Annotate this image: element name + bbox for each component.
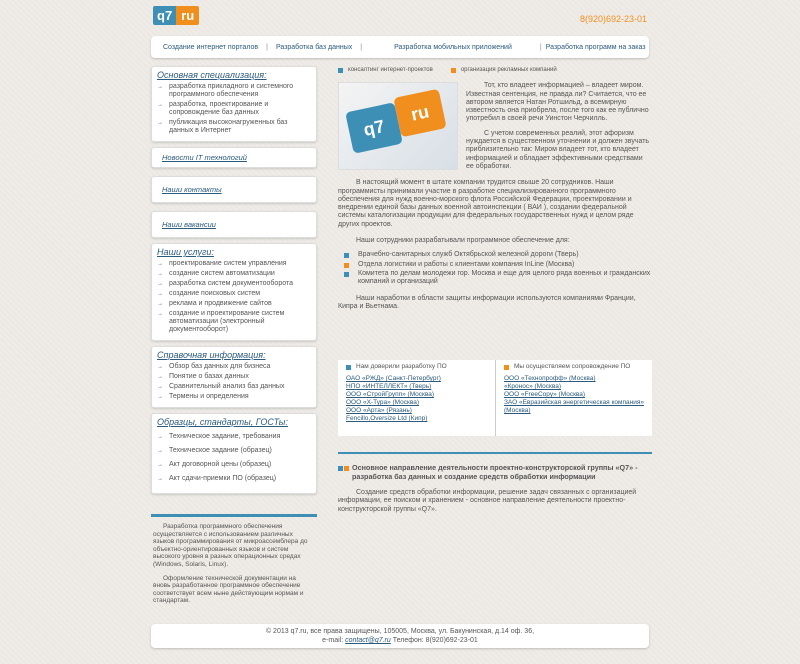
list-item: Отдела логистики и работы с клиентами компания InLine (Москва) <box>338 261 652 269</box>
footer-contacts <box>151 636 649 645</box>
squares-icon <box>338 464 352 481</box>
list-item: → разработка, проектирование и сопровождение баз данных <box>157 101 311 117</box>
vacancies-link[interactable]: Наши вакансии <box>162 220 216 229</box>
list-item[interactable]: → Акт договорной цены (образец) <box>157 461 311 469</box>
vacancies-box <box>151 211 317 238</box>
list-item[interactable]: → Акт сдачи-приемки ПО (образец) <box>157 475 311 483</box>
services-box <box>151 243 317 341</box>
sidebar-description <box>151 514 317 605</box>
list-item: → разработка прикладного и системного программного обеспечения <box>157 83 311 99</box>
list-item[interactable]: → Техническое задание (образец) <box>157 447 311 455</box>
direction-section <box>338 452 652 514</box>
nav-custom-software[interactable]: Разработка программ на заказ <box>545 43 646 51</box>
tag-advertising[interactable] <box>451 66 557 74</box>
client-link[interactable]: ЗАО «Евразийская энергетическая компания» (Москва) <box>504 399 645 414</box>
blue-square-icon <box>346 365 351 370</box>
footer-email-label: e-mail: <box>322 637 344 644</box>
direction-text: Создание средств обработки информации, решение задач связанных с организацией информации, ее поиском и хранением - основное направление деятельности проектно-конструкторской группы «Q7». <box>338 489 637 513</box>
intro-paragraph: Тот, кто владеет информацией – владеет миром. Известная сентенция, не правда ли? Считается, что ее автором является Натан Ротшильд, а всемирную известность она приобрела, после того как ее публично употребил в своей речи Уинстон Черчилль. <box>466 82 649 123</box>
tag-label: консалтинг интернет-проектов <box>348 67 433 73</box>
nav-separator: | <box>266 43 268 51</box>
client-link[interactable]: ОАО «РЖД» (Санкт-Петербург) <box>346 375 441 382</box>
staff-paragraph: В настоящий момент в штате компании трудится свыше 20 сотрудников. Наши программисты принимали участие в разработке специализированного программного обеспечения для нужд военно-морского флота Российской Федерации, проектировании и внедрении единой базы данных военной автоинспекции ( ВАИ ), создании федеральной системы каталогизации продукции для федеральных государственных нужд и целом ряде других проектов. <box>338 179 634 228</box>
list-item[interactable]: → создание поисковых систем <box>157 290 311 298</box>
list-item[interactable]: → Сравнительный анализ баз данных <box>157 383 311 391</box>
client-link[interactable]: ООО «СтройГрупп» (Москва) <box>346 391 435 398</box>
client-link[interactable]: ООО «Арта» (Рязань) <box>346 407 412 414</box>
clients-intro: Наши сотрудники разрабатывали программное обеспечение для: <box>356 237 570 245</box>
list-item[interactable]: → создание и проектирование систем автоматизации (электронный документооборот) <box>157 310 311 334</box>
client-link[interactable]: «Кронос» (Москва) <box>504 383 562 390</box>
orange-square-icon <box>504 365 509 370</box>
sidebar-text-1: Разработка программного обеспечения осуществляется с использованием различных языков программирования от микроассемблера до объектно-ориентированных языков и систем высокого уровня в разных операционных средах (Windows, Solaris, Linux). <box>153 523 308 568</box>
trust-right-title: Мы осуществляем сопровождение ПО <box>514 363 631 370</box>
hero-ru: ru <box>393 89 446 138</box>
aphorism-paragraph: С учетом современных реалий, этот афоризм нуждается в существенном уточнении и должен звучать приблизительно так: Миром владеет тот, кто владеет информацией и обладает эффективными средствами ее обработки. <box>466 129 650 170</box>
direction-heading <box>338 464 652 481</box>
trust-left-title: Нам доверили разработку ПО <box>356 363 447 370</box>
services-title[interactable]: Наши услуги: <box>157 247 214 257</box>
client-link[interactable]: НПО «ИНТЕЛЛЕКТ» (Тверь) <box>346 383 432 390</box>
trust-panel <box>338 360 652 436</box>
sidebar <box>151 66 317 611</box>
footer-address: © 2013 q7.ru, все права защищены, 105005, Москва, ул. Бакунинская, д.14 оф. 36, <box>265 628 535 635</box>
orange-square-icon <box>451 68 456 73</box>
contacts-box <box>151 176 317 203</box>
reference-box <box>151 346 317 408</box>
samples-title[interactable]: Образцы, стандарты, ГОСТы: <box>157 417 288 427</box>
list-item: → публикация высоконагруженных баз данных в Интернет <box>157 119 311 135</box>
nav-separator: | <box>539 43 542 51</box>
nav-databases[interactable]: Разработка баз данных <box>275 43 353 51</box>
site-logo[interactable] <box>153 6 209 25</box>
contacts-link[interactable]: Наши контакты <box>162 185 222 194</box>
nav-separator: | <box>360 43 363 51</box>
hero-q7: q7 <box>345 103 403 154</box>
reference-title[interactable]: Справочная информация: <box>157 350 266 360</box>
list-item[interactable]: → Техническое задание, требования <box>157 433 311 441</box>
logo-q7: q7 <box>153 6 176 25</box>
header-phone: 8(920)692-23-01 <box>580 14 648 24</box>
direction-heading-text: Основное направление деятельности проектно-конструкторской группы «Q7» - разработка баз данных и создание средств обработки информации <box>352 463 638 481</box>
tag-label: организация рекламных компаний <box>460 67 557 73</box>
tag-consulting[interactable] <box>338 66 433 74</box>
list-item[interactable]: → проектирование систем управления <box>157 260 311 268</box>
main-content <box>338 66 652 317</box>
nav-mobile[interactable]: Разработка мобильных приложений <box>394 43 512 51</box>
client-link[interactable]: ООО «Технопрофф» (Москва) <box>504 375 596 382</box>
list-item[interactable]: → разработка систем документооборота <box>157 280 311 288</box>
samples-box <box>151 413 317 494</box>
specialization-box <box>151 66 317 142</box>
trust-right-header <box>504 363 644 371</box>
footer-phone: Телефон: 8(920)692-23-01 <box>392 637 478 644</box>
list-item[interactable]: → Термены и определения <box>157 393 311 401</box>
client-link[interactable]: Fencillo,Oversize Ltd (Кипр) <box>346 415 428 422</box>
list-item[interactable]: → реклама и продвижение сайтов <box>157 300 311 308</box>
blue-square-icon <box>338 68 343 73</box>
client-link[interactable]: ООО «Х-Тура» (Москва) <box>346 399 420 406</box>
trust-left-header <box>346 363 487 371</box>
logo-ru: ru <box>176 6 199 25</box>
top-navigation <box>151 36 649 58</box>
hero-logo-image <box>338 82 458 170</box>
specialization-title[interactable]: Основная специализация: <box>157 70 267 80</box>
closing-paragraph: Наши наработки в области защиты информации используются компаниями Франции, Кипра и Вьетнама. <box>338 294 636 310</box>
list-item[interactable]: → Обзор баз данных для бизнеса <box>157 363 311 371</box>
trust-left-column <box>338 360 495 436</box>
sidebar-text-2: Оформление технической документации на вновь разработанное программное обеспечение соответствует всем ныне действующим нормам и стандартам. <box>153 574 304 605</box>
footer-email-link[interactable]: contact@q7.ru <box>345 637 391 644</box>
client-link[interactable]: ООО «FreeCopy» (Москва) <box>504 391 586 398</box>
list-item[interactable]: → Понятие о базах данных <box>157 373 311 381</box>
list-item[interactable]: → создание систем автоматизации <box>157 270 311 278</box>
clients-list <box>338 251 652 286</box>
news-box <box>151 147 317 168</box>
news-link[interactable]: Новости IT технологий <box>162 153 247 162</box>
list-item: Комитета по делам молодежи гор. Москва и еще для целого ряда военных и гражданских компаний и организаций <box>338 270 652 287</box>
nav-portals[interactable]: Создание интернет порталов <box>163 43 259 51</box>
section-divider <box>338 452 652 454</box>
footer <box>151 624 649 648</box>
tags-row <box>338 66 652 74</box>
list-item: Врачебно-санитарных служб Октябрьской железной дороги (Тверь) <box>338 251 652 259</box>
trust-right-column <box>495 360 652 436</box>
